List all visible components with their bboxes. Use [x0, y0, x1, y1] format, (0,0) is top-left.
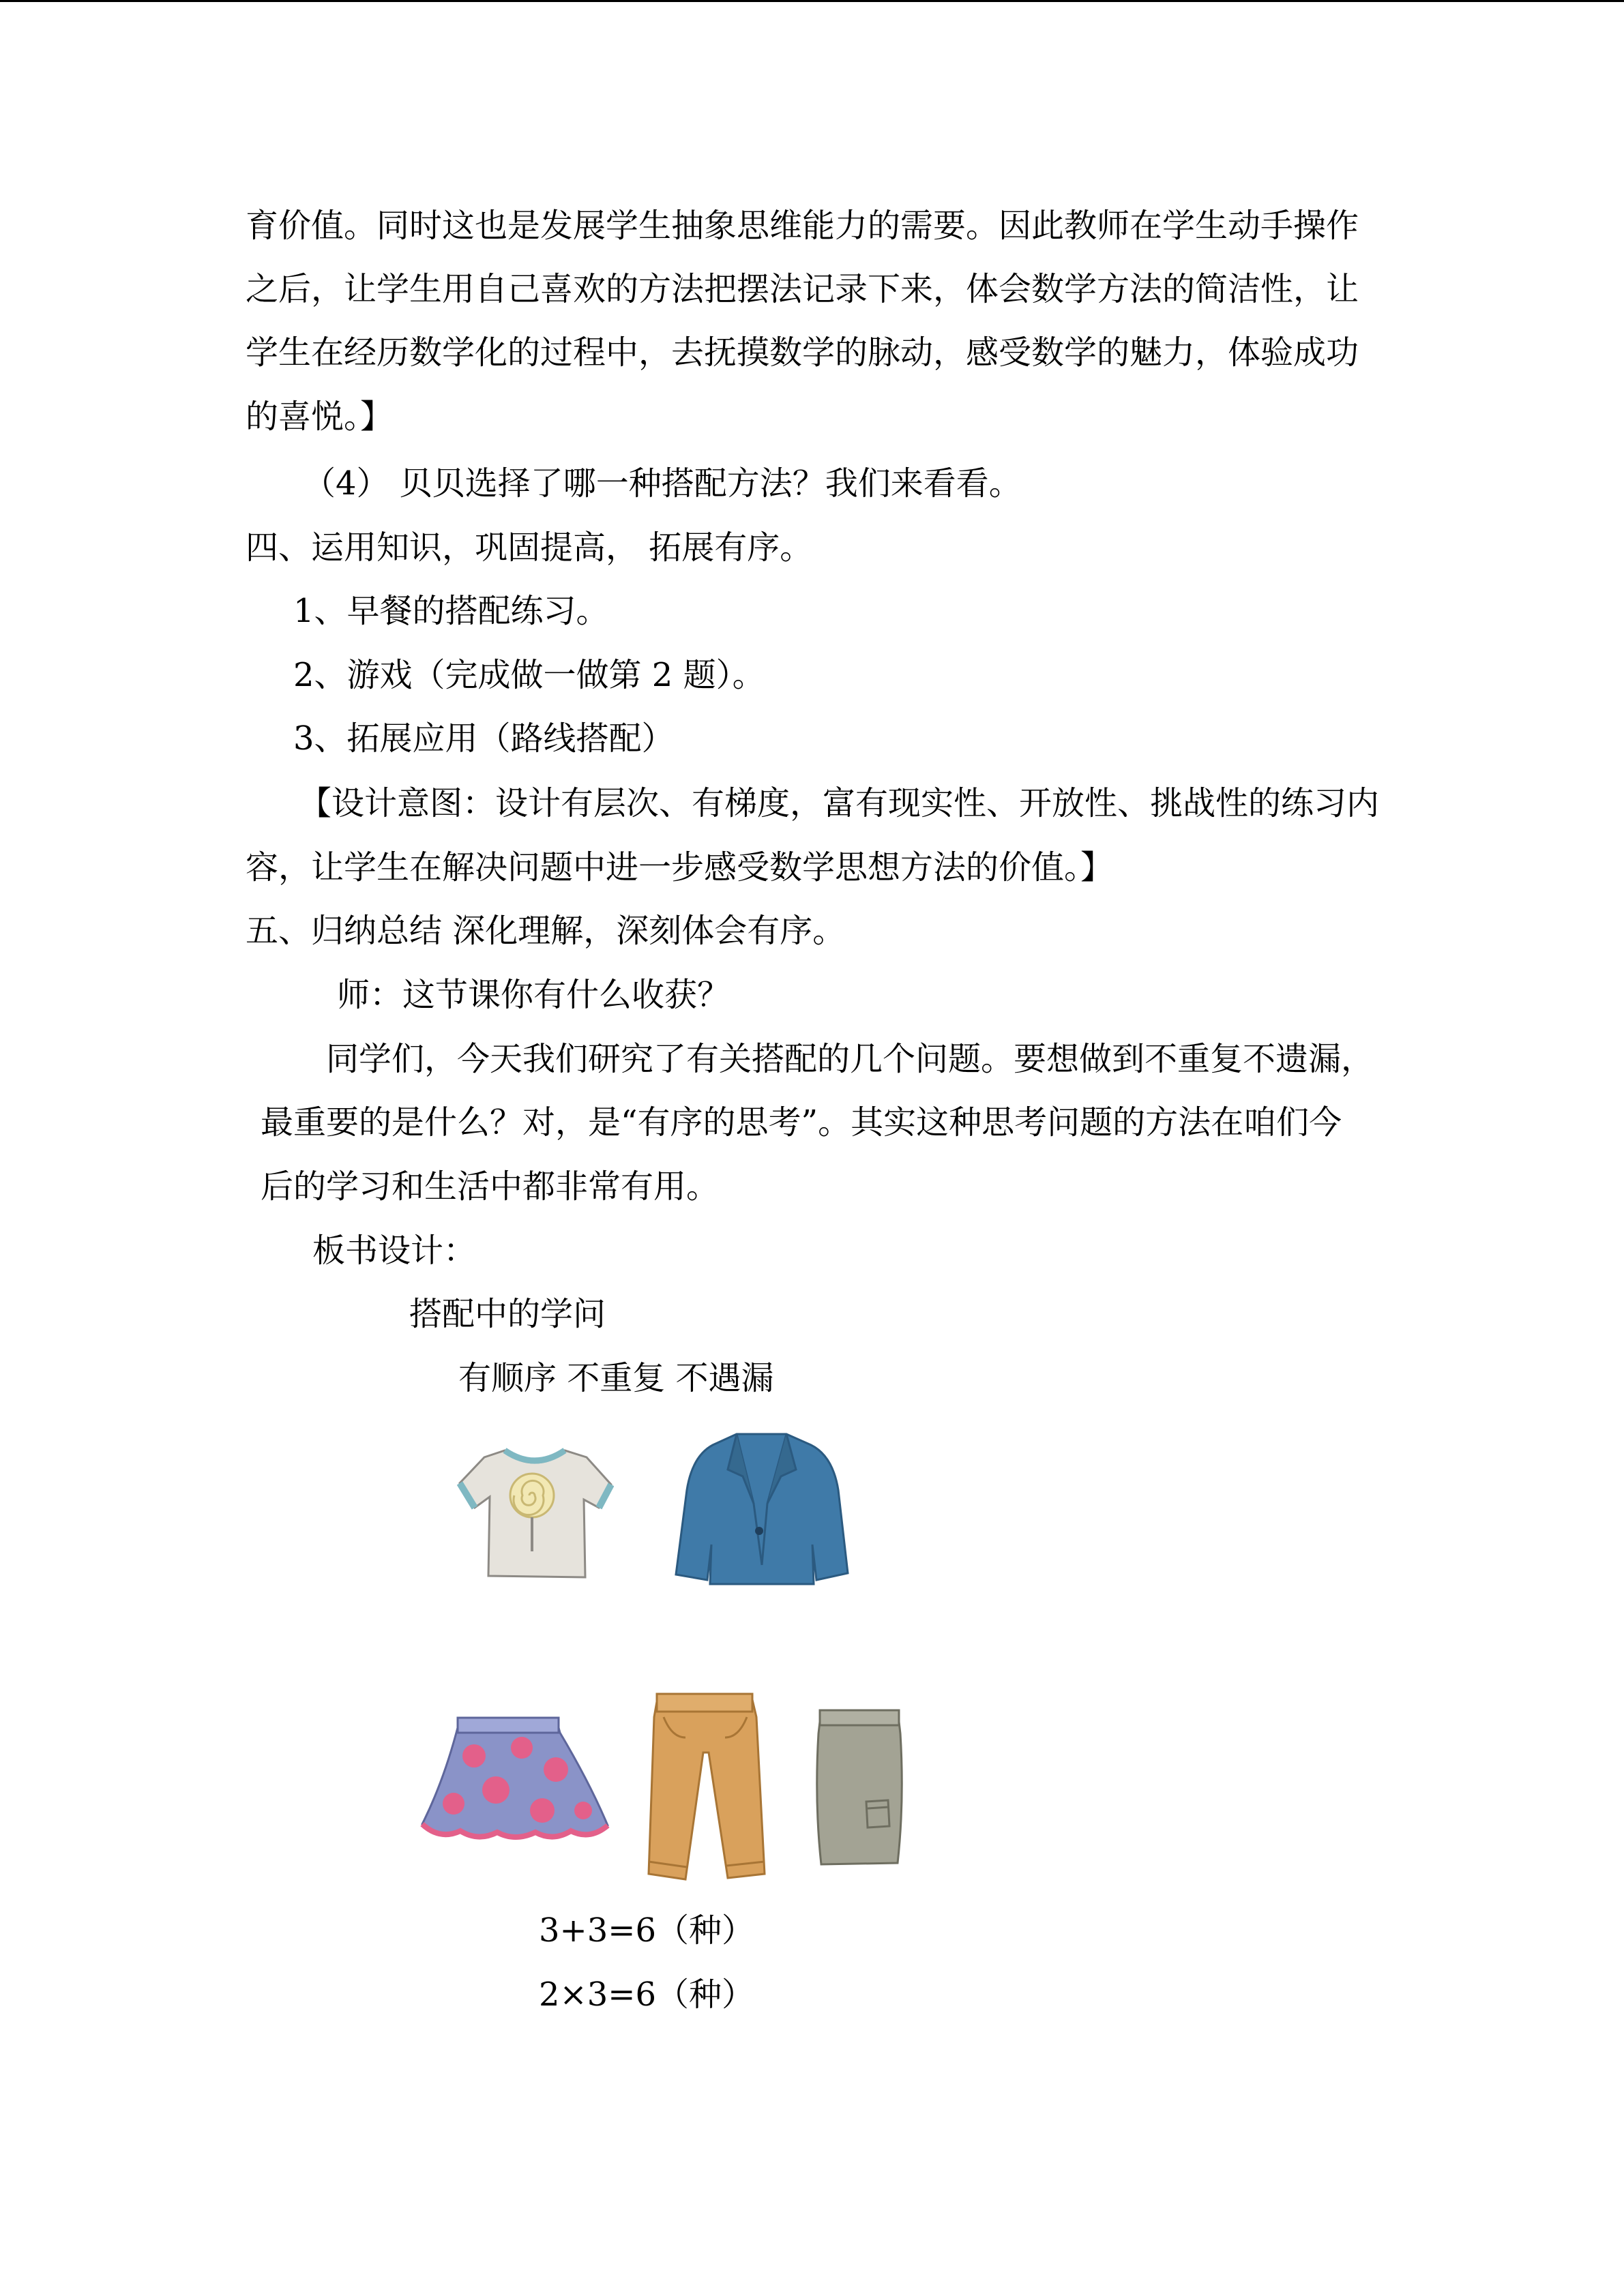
paragraph-line: 师：这节课你有什么收获？ — [337, 976, 730, 1014]
list-item: 3、拓展应用（路线搭配） — [293, 719, 675, 758]
formula-line: 2×3=6（种） — [539, 1976, 755, 2014]
board-keywords: 有顺序 不重复 不遇漏 — [458, 1359, 774, 1397]
paragraph-line: 同学们，今天我们研究了有关搭配的几个问题。要想做到不重复不遗漏， — [326, 1040, 1374, 1078]
list-item: 2、游戏（完成做一做第 2 题）。 — [293, 656, 765, 694]
paragraph-line: （4） 贝贝选择了哪一种搭配方法？我们来看看。 — [303, 464, 1022, 503]
gray-skirt-icon — [812, 1706, 907, 1870]
section-heading: 五、归纳总结 深化理解，深刻体会有序。 — [246, 912, 846, 950]
tshirt-icon — [457, 1442, 614, 1582]
board-label: 板书设计： — [312, 1232, 477, 1270]
design-intent-line: 【设计意图：设计有层次、有梯度，富有现实性、开放性、挑战性的练习内 — [299, 784, 1380, 822]
polka-dot-skirt-icon — [419, 1715, 610, 1841]
section-heading: 四、运用知识，巩固提高， 拓展有序。 — [246, 528, 813, 567]
design-intent-line: 容，让学生在解决问题中进一步感受数学思想方法的价值。】 — [246, 848, 1114, 886]
paragraph-line: 之后，让学生用自己喜欢的方法把摆法记录下来，体会数学方法的简洁性，让 — [246, 270, 1359, 308]
list-item: 1、早餐的搭配练习。 — [293, 592, 609, 630]
paragraph-line: 的喜悦。】 — [246, 398, 394, 436]
paragraph-line: 最重要的是什么？对，是“有序的思考”。其实这种思考问题的方法在咱们今 — [261, 1103, 1342, 1142]
jacket-icon — [672, 1429, 853, 1589]
board-title: 搭配中的学问 — [409, 1295, 606, 1333]
paragraph-line: 学生在经历数学化的过程中，去抚摸数学的脉动，感受数学的魅力，体验成功 — [246, 333, 1359, 372]
formula-line: 3+3=6（种） — [539, 1911, 755, 1950]
paragraph-line: 后的学习和生活中都非常有用。 — [261, 1167, 720, 1206]
top-border — [0, 0, 1624, 2]
pants-icon — [645, 1690, 767, 1894]
paragraph-line: 育价值。同时这也是发展学生抽象思维能力的需要。因此教师在学生动手操作 — [246, 207, 1359, 245]
